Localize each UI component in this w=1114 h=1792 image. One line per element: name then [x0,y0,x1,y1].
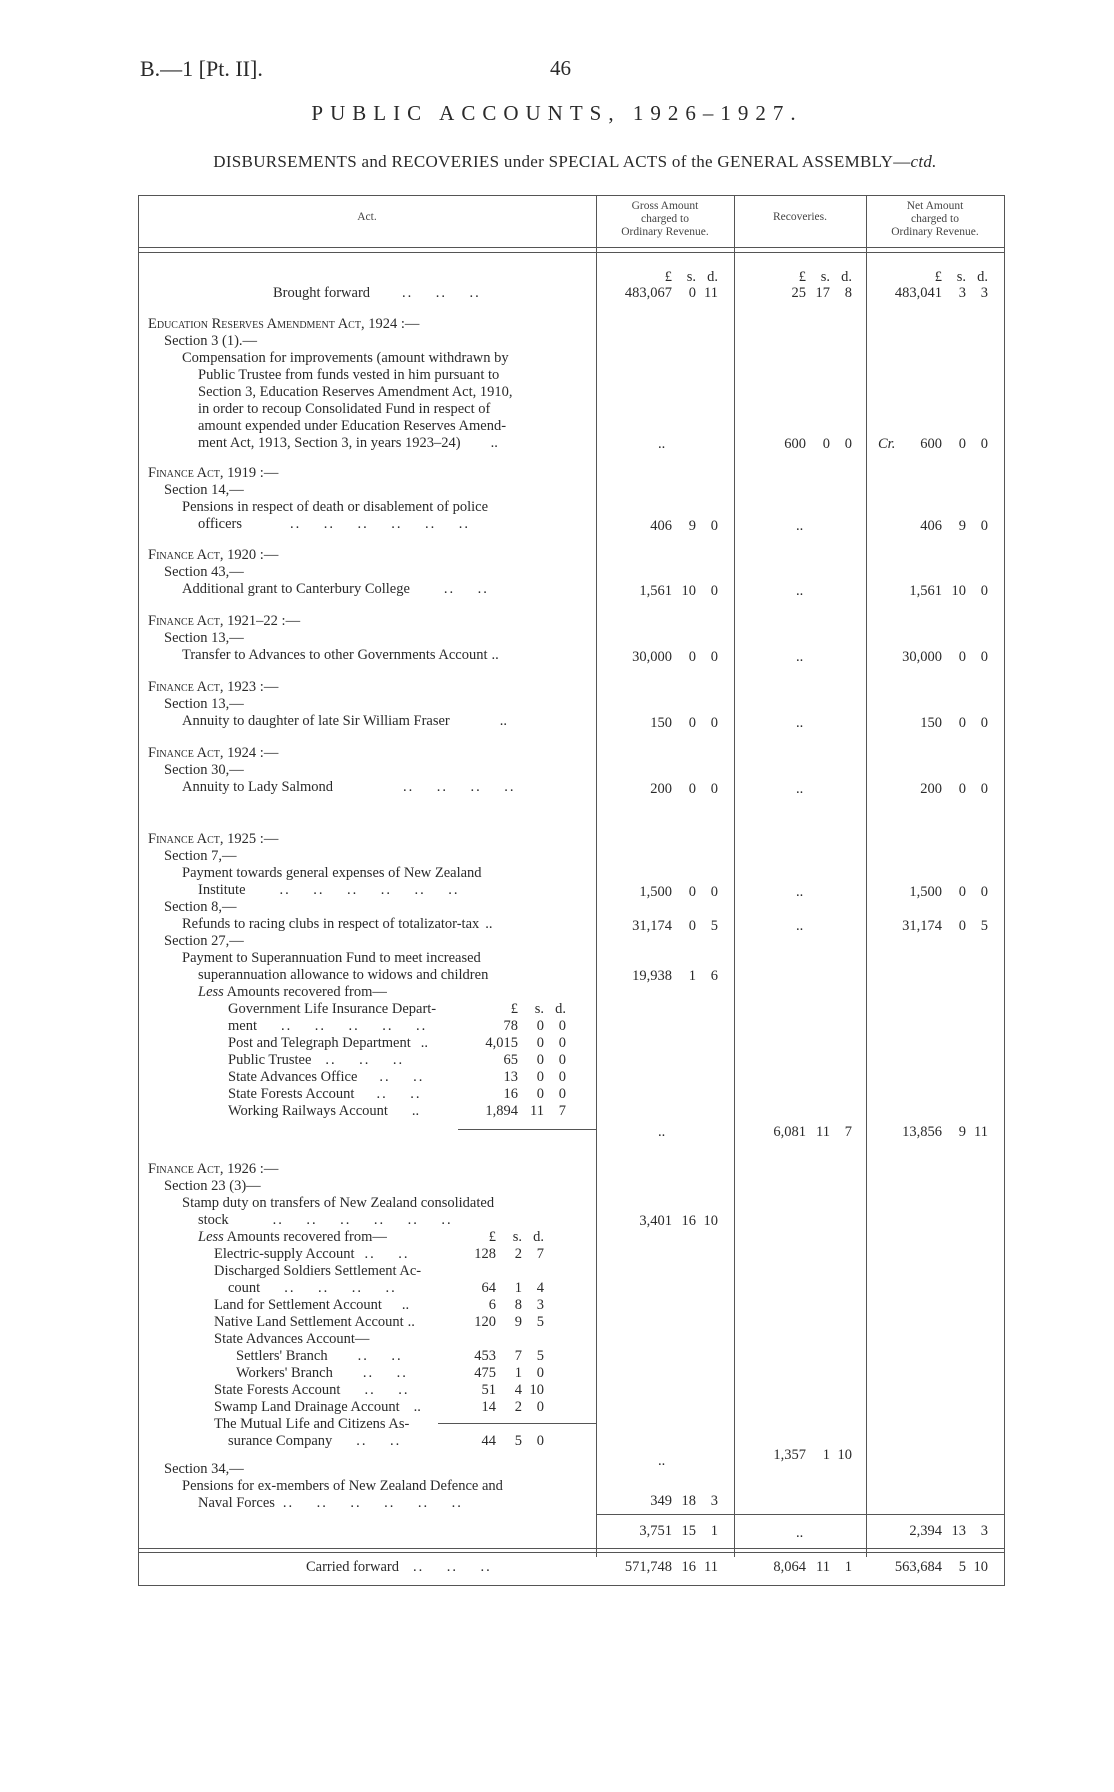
line-item-text: Institute .. .. .. .. .. .. [198,882,460,898]
recovered-units: £ s. d. [488,1229,544,1245]
recovered-from-name: Working Railways Account .. [228,1103,420,1119]
line-item-text: Compensation for improvements (amount withdrawn by [182,350,509,366]
carried-forward-recoveries: 8,064 11 1 [773,1559,852,1575]
act-heading-finance-1926: Finance Act, 1926 :— [148,1161,279,1177]
fa1926-total-net: 2,394 13 3 [909,1523,988,1539]
fa1925-s27-gross: 19,938 1 6 [632,968,718,984]
line-item-text: Public Trustee from funds vested in him pursuant to [198,367,500,383]
column-divider-act-gross [596,195,597,1557]
line-item-text: officers .. .. .. .. .. .. [198,516,471,532]
recovered-from-name: Electric-supply Account .. .. [214,1246,410,1262]
brought-forward-gross: 483,067 0 11 [624,285,718,301]
act-heading-finance-1924: Finance Act, 1924 :— [148,745,279,761]
recovered-amount: 128 2 7 [474,1246,544,1262]
recovered-amount: 1,894 11 7 [485,1103,566,1119]
recovered-from-name: State Forests Account .. .. [214,1382,410,1398]
recovered-amount: 14 2 0 [481,1399,544,1415]
fa1925-s27-gross-after: .. [658,1124,666,1140]
line-item-text: Transfer to Advances to other Governments Account .. [182,647,499,663]
subtotal-rule-1926 [596,1514,1004,1515]
less-recovered-label: Less Amounts recovered from— [198,1229,387,1245]
fa1920-net: 1,561 10 0 [909,583,988,599]
line-item-text: Payment towards general expenses of New Zealand [182,865,482,881]
recovered-from-name: Native Land Settlement Account .. [214,1314,415,1330]
fa1921-gross: 30,000 0 0 [632,649,718,665]
less-recovered-label: Less Amounts recovered from— [198,984,387,1000]
column-header-act: Act. [357,211,377,223]
act-heading-finance-1919: Finance Act, 1919 :— [148,465,279,481]
line-item-text: Stamp duty on transfers of New Zealand consolidated [182,1195,495,1211]
carried-forward-net: 563,684 5 10 [894,1559,988,1575]
table-bottom-border [138,1585,1004,1586]
fa1919-recoveries: .. [796,518,804,534]
fa1926-total-recoveries: .. [796,1525,804,1541]
fa1920-gross: 1,561 10 0 [639,583,718,599]
line-item-text: Annuity to Lady Salmond .. .. .. .. [182,779,516,795]
table-right-border [1004,195,1005,1586]
section-label: Section 13,— [164,696,244,712]
recovered-amount: 475 1 0 [474,1365,544,1381]
carried-forward-double-rule [138,1552,1004,1553]
section-label: Section 27,— [164,933,244,949]
page-number: 46 [550,56,571,80]
fa1923-gross: 150 0 0 [650,715,718,731]
section-label: Section 14,— [164,482,244,498]
recovered-from-name: Settlers' Branch .. .. [236,1348,403,1364]
table-top-border [138,195,1004,196]
fa1919-gross: 406 9 0 [650,518,718,534]
carried-forward-rule [138,1548,1004,1549]
recovered-amount: 78 0 0 [503,1018,566,1034]
section-label: Section 13,— [164,630,244,646]
recovered-amount: 13 0 0 [503,1069,566,1085]
page-title: PUBLIC ACCOUNTS, 1926–1927. [311,101,803,125]
recovered-amount: 16 0 0 [503,1086,566,1102]
fa1925-s7-recoveries: .. [796,884,804,900]
recovered-from-name: Swamp Land Drainage Account .. [214,1399,421,1415]
fa1925-s8-net: 31,174 0 5 [902,918,988,934]
recovered-from-name: Workers' Branch .. .. [236,1365,408,1381]
line-item-text: Pensions in respect of death or disablement of police [182,499,489,515]
line-item-text: Additional grant to Canterbury College .. .. [182,581,489,597]
fa1925-s27-recoveries: 6,081 11 7 [773,1124,852,1140]
fa1924-gross: 200 0 0 [650,781,718,797]
act-heading-finance-1923: Finance Act, 1923 :— [148,679,279,695]
recoveries-units: £ s. d. [798,269,852,285]
fa1926-s23-gross: 3,401 16 10 [639,1213,718,1229]
section-label: Section 34,— [164,1461,244,1477]
section-label: Section 23 (3)— [164,1178,261,1194]
column-header-gross: Gross Amount charged to Ordinary Revenue. [621,200,709,238]
line-item-text: Section 3, Education Reserves Amendment Act, 1910, [198,384,513,400]
recovered-from-name: Public Trustee .. .. .. [228,1052,405,1068]
fa1919-net: 406 9 0 [920,518,988,534]
fa1926-s23-recoveries: 1,357 1 10 [773,1447,852,1463]
recovered-from-name: Post and Telegraph Department .. [228,1035,428,1051]
line-item-text: Refunds to racing clubs in respect of totalizator-tax .. [182,916,493,932]
recovered-amount: 65 0 0 [503,1052,566,1068]
brought-forward-label: Brought forward .. .. .. [273,285,481,301]
column-header-net: Net Amount charged to Ordinary Revenue. [891,200,979,238]
section-label: Section 30,— [164,762,244,778]
line-item-text: Annuity to daughter of late Sir William Fraser .. [182,713,507,729]
carried-forward-label: Carried forward .. .. .. [306,1559,492,1575]
fa1920-recoveries: .. [796,583,804,599]
line-item-text: ment Act, 1913, Section 3, in years 1923–24) .. [198,435,498,451]
recovered-units: £ s. d. [510,1001,566,1017]
fa1925-s8-recoveries: .. [796,918,804,934]
recovered-from-name: State Advances Office .. .. [228,1069,425,1085]
recovered-subtotal-rule-1925 [458,1129,596,1130]
line-item-text: Pensions for ex-members of New Zealand Defence and [182,1478,503,1494]
fa1921-net: 30,000 0 0 [902,649,988,665]
recovered-amount: 120 9 5 [474,1314,544,1330]
fa1923-net: 150 0 0 [920,715,988,731]
fa1926-total-gross: 3,751 15 1 [639,1523,718,1539]
fa1923-recoveries: .. [796,715,804,731]
fa1924-net: 200 0 0 [920,781,988,797]
act-heading-finance-1925: Finance Act, 1925 :— [148,831,279,847]
recovered-amount: 44 5 0 [481,1433,544,1449]
fa1925-s8-gross: 31,174 0 5 [632,918,718,934]
recovered-amount: 51 4 10 [481,1382,544,1398]
section-label: Section 7,— [164,848,237,864]
line-item-text: superannuation allowance to widows and children [198,967,489,983]
recovered-amount: 4,015 0 0 [485,1035,566,1051]
fa1921-recoveries: .. [796,649,804,665]
fa1925-s7-net: 1,500 0 0 [909,884,988,900]
recovered-from-name: count .. .. .. .. [228,1280,397,1296]
act-heading-education-reserves: Education Reserves Amendment Act, 1924 :— [148,316,420,332]
line-item-text: stock .. .. .. .. .. .. [198,1212,453,1228]
recovered-from-name: Land for Settlement Account .. [214,1297,410,1313]
brought-forward-recoveries: 25 17 8 [791,285,852,301]
edu-gross: .. [658,436,666,452]
recovered-from-name: The Mutual Life and Citizens As- [214,1416,410,1432]
recovered-amount: 6 8 3 [488,1297,544,1313]
recovered-from-name: Discharged Soldiers Settlement Ac- [214,1263,422,1279]
fa1924-recoveries: .. [796,781,804,797]
section-label: Section 3 (1).— [164,333,258,349]
recovered-from-name: Government Life Insurance Depart- [228,1001,437,1017]
act-heading-finance-1921: Finance Act, 1921–22 :— [148,613,301,629]
line-item-text: in order to recoup Consolidated Fund in respect of [198,401,491,417]
edu-recoveries: 600 0 0 [784,436,852,452]
net-units: £ s. d. [934,269,988,285]
line-item-text: Naval Forces .. .. .. .. .. .. [198,1495,463,1511]
page-reference: B.—1 [Pt. II]. [140,56,263,81]
recovered-from-name: ment .. .. .. .. .. [228,1018,428,1034]
column-divider-recoveries-net [866,195,867,1557]
table-left-border [138,195,139,1586]
line-item-text: Payment to Superannuation Fund to meet increased [182,950,481,966]
fa1926-s23-gross-after: .. [658,1453,666,1469]
act-heading-finance-1920: Finance Act, 1920 :— [148,547,279,563]
gross-units: £ s. d. [664,269,718,285]
section-label: Section 8,— [164,899,237,915]
recovered-from-name: State Forests Account .. .. [228,1086,422,1102]
recovered-subtotal-rule-1926 [438,1423,596,1424]
column-header-recoveries: Recoveries. [773,211,827,223]
fa1925-s27-net: 13,856 9 11 [902,1124,988,1140]
brought-forward-net: 483,041 3 3 [894,285,988,301]
header-bottom-rule [138,247,1004,248]
accounts-table [138,195,1005,1586]
recovered-from-name: surance Company .. .. [228,1433,402,1449]
carried-forward-gross: 571,748 16 11 [624,1559,718,1575]
fa1926-s34-gross: 349 18 3 [650,1493,718,1509]
recovered-amount: 453 7 5 [474,1348,544,1364]
recovered-from-name: State Advances Account— [214,1331,370,1347]
edu-net: Cr. 600 0 0 [878,436,988,452]
column-divider-gross-recoveries [734,195,735,1557]
header-bottom-rule-2 [138,252,1004,253]
page-subtitle: DISBURSEMENTS and RECOVERIES under SPECIAL ACTS of the GENERAL ASSEMBLY—ctd. [213,152,937,171]
line-item-text: amount expended under Education Reserves Amend- [198,418,507,434]
fa1925-s7-gross: 1,500 0 0 [639,884,718,900]
recovered-amount: 64 1 4 [481,1280,544,1296]
section-label: Section 43,— [164,564,244,580]
